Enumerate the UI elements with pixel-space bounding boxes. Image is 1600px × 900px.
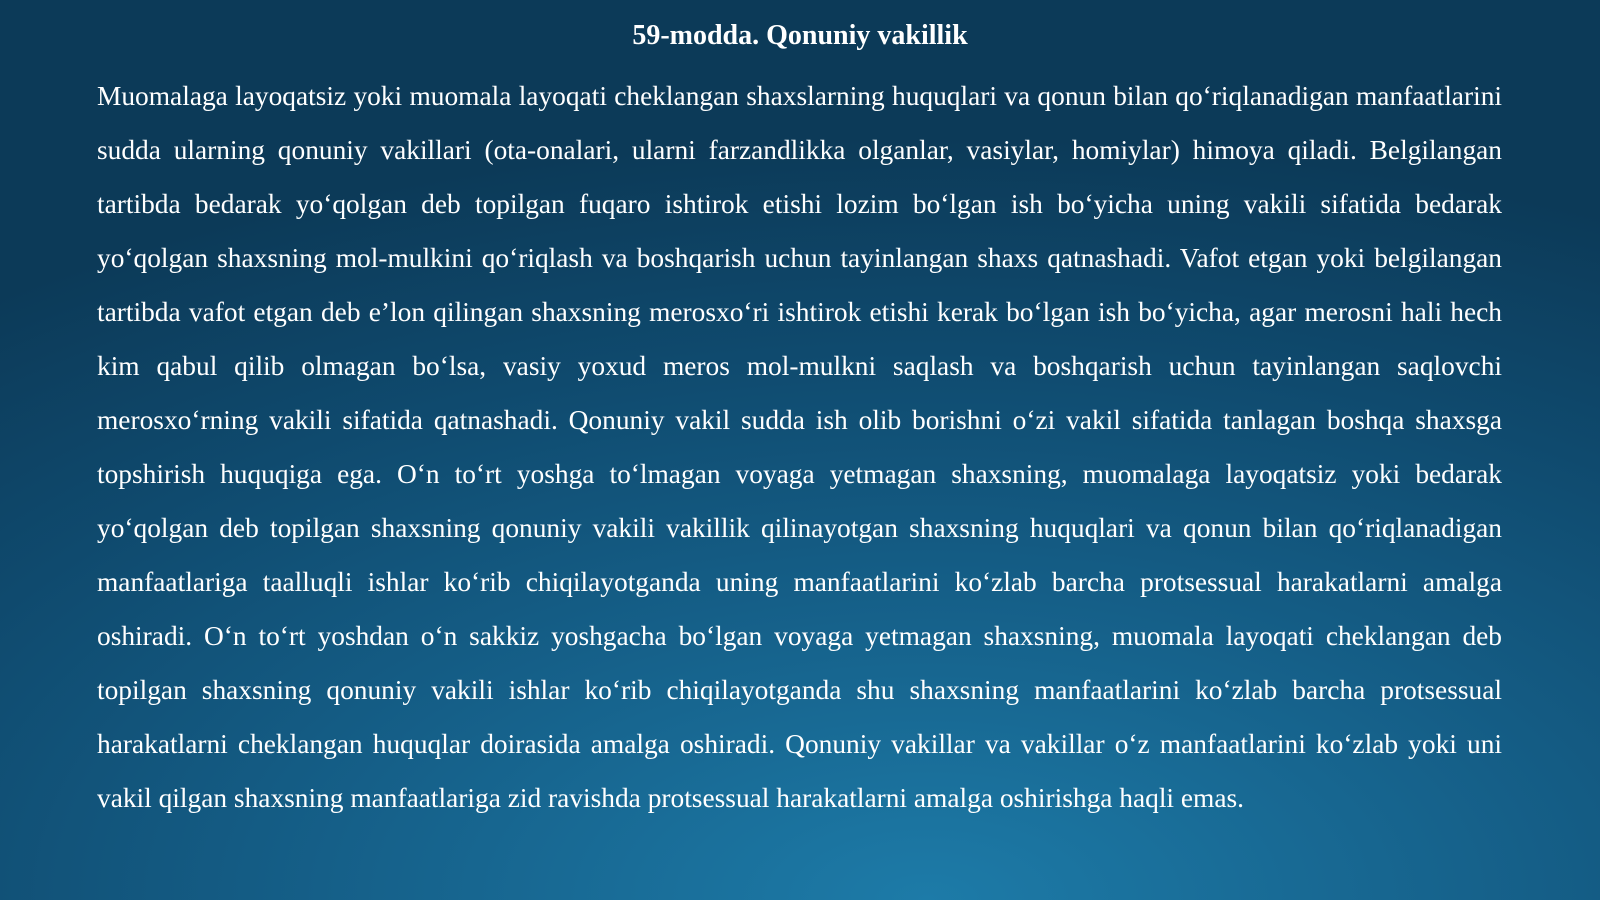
slide-title: 59-modda. Qonuniy vakillik (632, 20, 968, 51)
slide-body-text: Muomalaga layoqatsiz yoki muomala layoqati cheklangan shaxslarning huquqlari va qonun bilan qo‘riqlanadigan manfaatlarini sudda ularning qonuniy vakillari (ota-onalari, ularni farzandlikka olganlar, vasiylar, homiylar) himoya qiladi. Belgilangan tartibda bedarak yo‘qolgan deb topilgan fuqaro ishtirok etishi lozim bo‘lgan ish bo‘yicha uning vakili sifatida bedarak yo‘qolgan shaxsning mol-mulkini qo‘riqlash va boshqarish uchun tayinlangan shaxs qatnashadi. Vafot etgan yoki belgilangan tartibda vafot etgan deb e’lon qilingan shaxsning merosxo‘ri ishtirok etishi kerak bo‘lgan ish bo‘yicha, agar merosni hali hech kim qabul qilib olmagan bo‘lsa, vasiy yoxud meros mol-mulkni saqlash va boshqarish uchun tayinlangan saqlovchi merosxo‘rning vakili sifatida qatnashadi. Qonuniy vakil sudda ish olib borishni o‘zi vakil sifatida tanlagan boshqa shaxsga topshirish huquqiga ega. O‘n to‘rt yoshga to‘lmagan voyaga yetmagan shaxsning, muomalaga layoqatsiz yoki bedarak yo‘qolgan deb topilgan shaxsning qonuniy vakili vakillik qilinayotgan shaxsning huquqlari va qonun bilan qo‘riqlanadigan manfaatlariga taalluqli ishlar ko‘rib chiqilayotganda uning manfaatlarini ko‘zlab barcha protsessual harakatlarni amalga oshiradi. O‘n to‘rt yoshdan o‘n sakkiz yoshgacha bo‘lgan voyaga yetmagan shaxsning, muomala layoqati cheklangan deb topilgan shaxsning qonuniy vakili ishlar ko‘rib chiqilayotganda shu shaxsning manfaatlarini ko‘zlab barcha protsessual harakatlarni cheklangan huquqlar doirasida amalga oshiradi. Qonuniy vakillar va vakillar o‘z manfaatlarini ko‘zlab yoki uni vakil qilgan shaxsning manfaatlariga zid ravishda protsessual harakatlarni amalga oshirishga haqli emas. (97, 81, 1502, 813)
